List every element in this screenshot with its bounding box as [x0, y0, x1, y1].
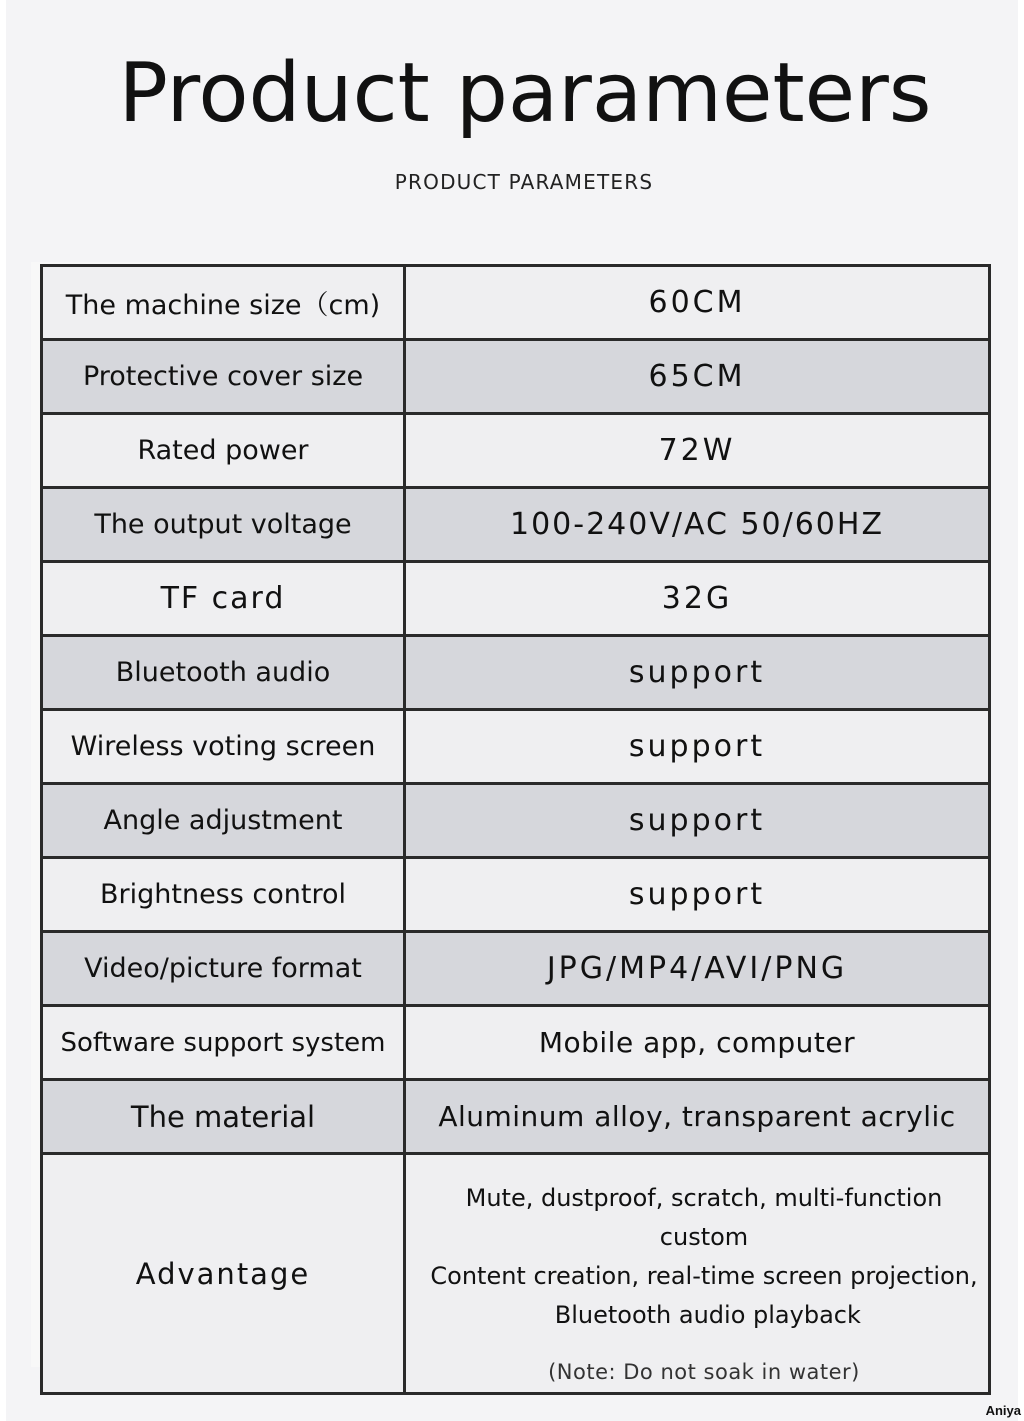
param-value: JPG/MP4/AVI/PNG [405, 932, 990, 1006]
advantage-line: Content creation, real-time screen projection, [430, 1262, 978, 1290]
param-value: 65CM [405, 340, 990, 414]
param-label: The material [42, 1080, 405, 1154]
table-row [42, 266, 990, 340]
param-label: Angle adjustment [42, 784, 405, 858]
advantage-description [405, 1154, 990, 1394]
param-label: Protective cover size [42, 340, 405, 414]
watermark-text: Aniya [985, 1403, 1021, 1418]
param-label: Wireless voting screen [42, 710, 405, 784]
page-subtitle: PRODUCT PARAMETERS [394, 170, 654, 194]
advantage-label: Advantage [42, 1154, 405, 1394]
param-label: Brightness control [42, 858, 405, 932]
table-row [42, 562, 990, 636]
param-value: 60CM [405, 266, 990, 340]
table-row-advantage [42, 1154, 990, 1394]
param-label: Bluetooth audio [42, 636, 405, 710]
table-row [42, 858, 990, 932]
param-label: The machine size（cm) [42, 266, 405, 340]
table-row [42, 414, 990, 488]
param-value: Aluminum alloy, transparent acrylic [405, 1080, 990, 1154]
param-value: support [405, 710, 990, 784]
parameters-table [40, 264, 991, 1395]
param-value: support [405, 784, 990, 858]
table-row [42, 1006, 990, 1080]
table-row [42, 784, 990, 858]
table-row [42, 1080, 990, 1154]
param-value: support [405, 636, 990, 710]
param-value: 72W [405, 414, 990, 488]
param-label: The output voltage [42, 488, 405, 562]
table-row [42, 488, 990, 562]
param-label: Video/picture format [42, 932, 405, 1006]
param-value: Mobile app, computer [405, 1006, 990, 1080]
param-label: Rated power [42, 414, 405, 488]
table-row [42, 636, 990, 710]
param-value: support [405, 858, 990, 932]
param-label: TF card [42, 562, 405, 636]
advantage-line: Mute, dustproof, scratch, multi-function custom [465, 1184, 943, 1251]
table-row [42, 710, 990, 784]
param-label: Software support system [42, 1006, 405, 1080]
param-value: 100-240V/AC 50/60HZ [405, 488, 990, 562]
page-title: Product parameters [118, 46, 932, 141]
param-value: 32G [405, 562, 990, 636]
table-row [42, 932, 990, 1006]
advantage-line: Bluetooth audio playback [547, 1301, 861, 1329]
advantage-note: (Note: Do not soak in water) [548, 1360, 860, 1384]
table-row [42, 340, 990, 414]
